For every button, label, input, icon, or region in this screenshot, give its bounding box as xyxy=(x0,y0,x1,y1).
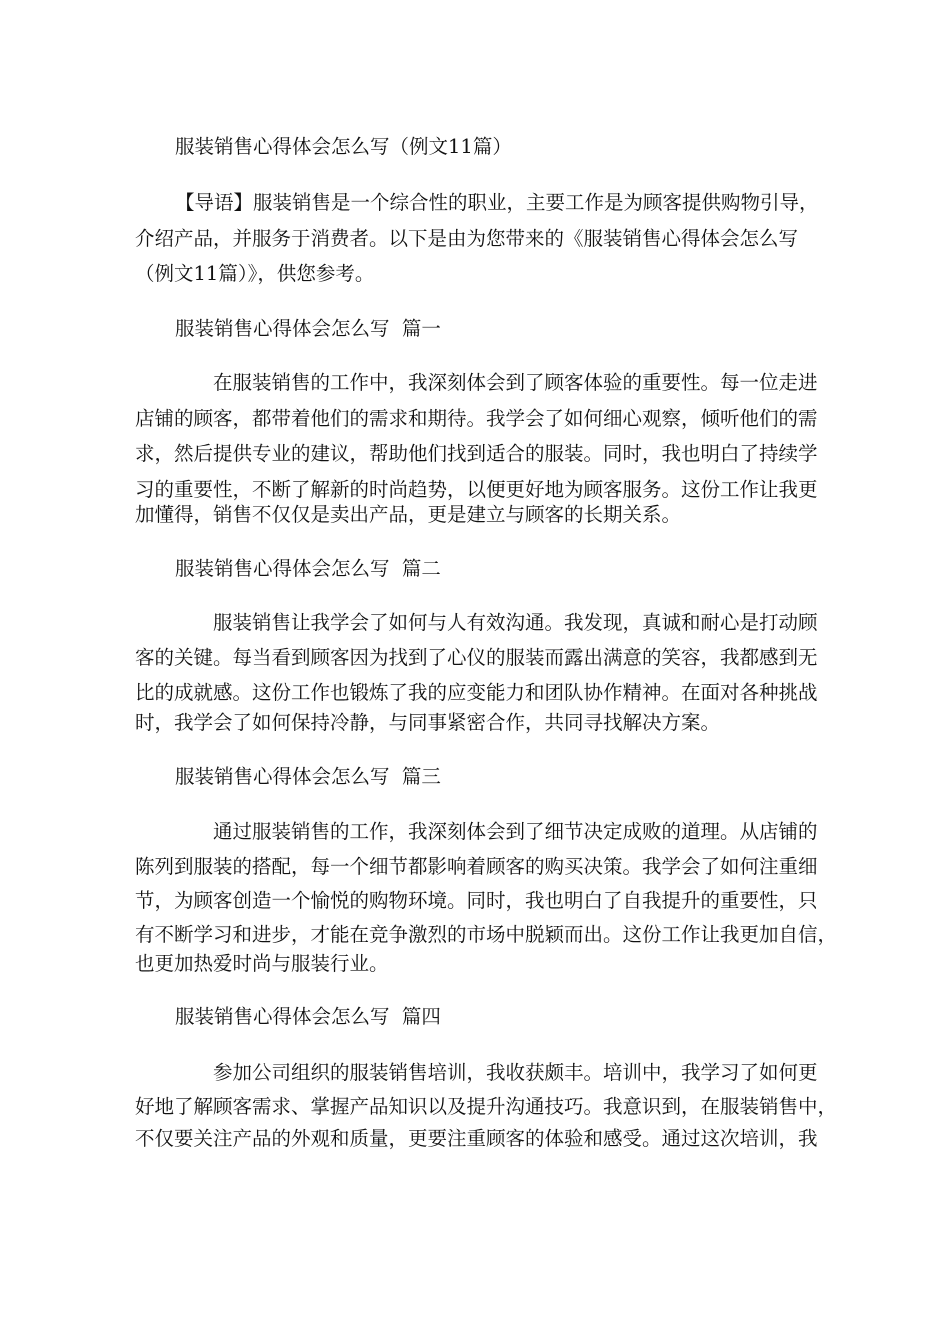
paragraph-line: 习的重要性，不断了解新的时尚趋势，以便更好地为顾客服务。这份工作让我更 xyxy=(135,478,818,501)
paragraph-line: 客的关键。每当看到顾客因为找到了心仪的服装而露出满意的笑容，我都感到无 xyxy=(135,646,818,669)
paragraph-line: 店铺的顾客，都带着他们的需求和期待。我学会了如何细心观察，倾听他们的需 xyxy=(135,407,818,430)
paragraph-line: 时，我学会了如何保持冷静，与同事紧密合作，共同寻找解决方案。 xyxy=(135,711,721,734)
paragraph-line: 节，为顾客创造一个愉悦的购物环境。同时，我也明白了自我提升的重要性，只 xyxy=(135,889,818,912)
section-heading: 服装销售心得体会怎么写 篇一 xyxy=(175,317,441,340)
paragraph-line: 有不断学习和进步，才能在竞争激烈的市场中脱颖而出。这份工作让我更加自信， xyxy=(135,923,838,946)
paragraph-line: 陈列到服装的搭配，每一个细节都影响着顾客的购买决策。我学会了如何注重细 xyxy=(135,855,818,878)
section-heading: 服装销售心得体会怎么写 篇三 xyxy=(175,765,441,788)
paragraph-line: 不仅要关注产品的外观和质量，更要注重顾客的体验和感受。通过这次培训，我 xyxy=(135,1127,818,1150)
section-heading: 服装销售心得体会怎么写 篇四 xyxy=(175,1005,441,1028)
paragraph-line: 参加公司组织的服装销售培训，我收获颇丰。培训中，我学习了如何更 xyxy=(213,1061,818,1084)
intro-line: 介绍产品，并服务于消费者。以下是由为您带来的《服装销售心得体会怎么写 xyxy=(135,227,799,250)
paragraph-line: 服装销售让我学会了如何与人有效沟通。我发现，真诚和耐心是打动顾 xyxy=(213,611,818,634)
document-title: 服装销售心得体会怎么写（例文11篇） xyxy=(175,135,512,158)
intro-line: （例文11篇）》，供您参考。 xyxy=(135,262,375,285)
paragraph-line: 在服装销售的工作中，我深刻体会到了顾客体验的重要性。每一位走进 xyxy=(213,371,818,394)
section-heading: 服装销售心得体会怎么写 篇二 xyxy=(175,557,441,580)
paragraph-line: 通过服装销售的工作，我深刻体会到了细节决定成败的道理。从店铺的 xyxy=(213,820,818,843)
paragraph-line: 比的成就感。这份工作也锻炼了我的应变能力和团队协作精神。在面对各种挑战 xyxy=(135,681,818,704)
paragraph-line: 加懂得，销售不仅仅是卖出产品，更是建立与顾客的长期关系。 xyxy=(135,503,682,526)
intro-line: 【导语】服装销售是一个综合性的职业，主要工作是为顾客提供购物引导， xyxy=(175,191,819,214)
paragraph-line: 也更加热爱时尚与服装行业。 xyxy=(135,952,389,975)
paragraph-line: 好地了解顾客需求、掌握产品知识以及提升沟通技巧。我意识到，在服装销售中， xyxy=(135,1095,838,1118)
paragraph-line: 求，然后提供专业的建议，帮助他们找到适合的服装。同时，我也明白了持续学 xyxy=(135,442,818,465)
